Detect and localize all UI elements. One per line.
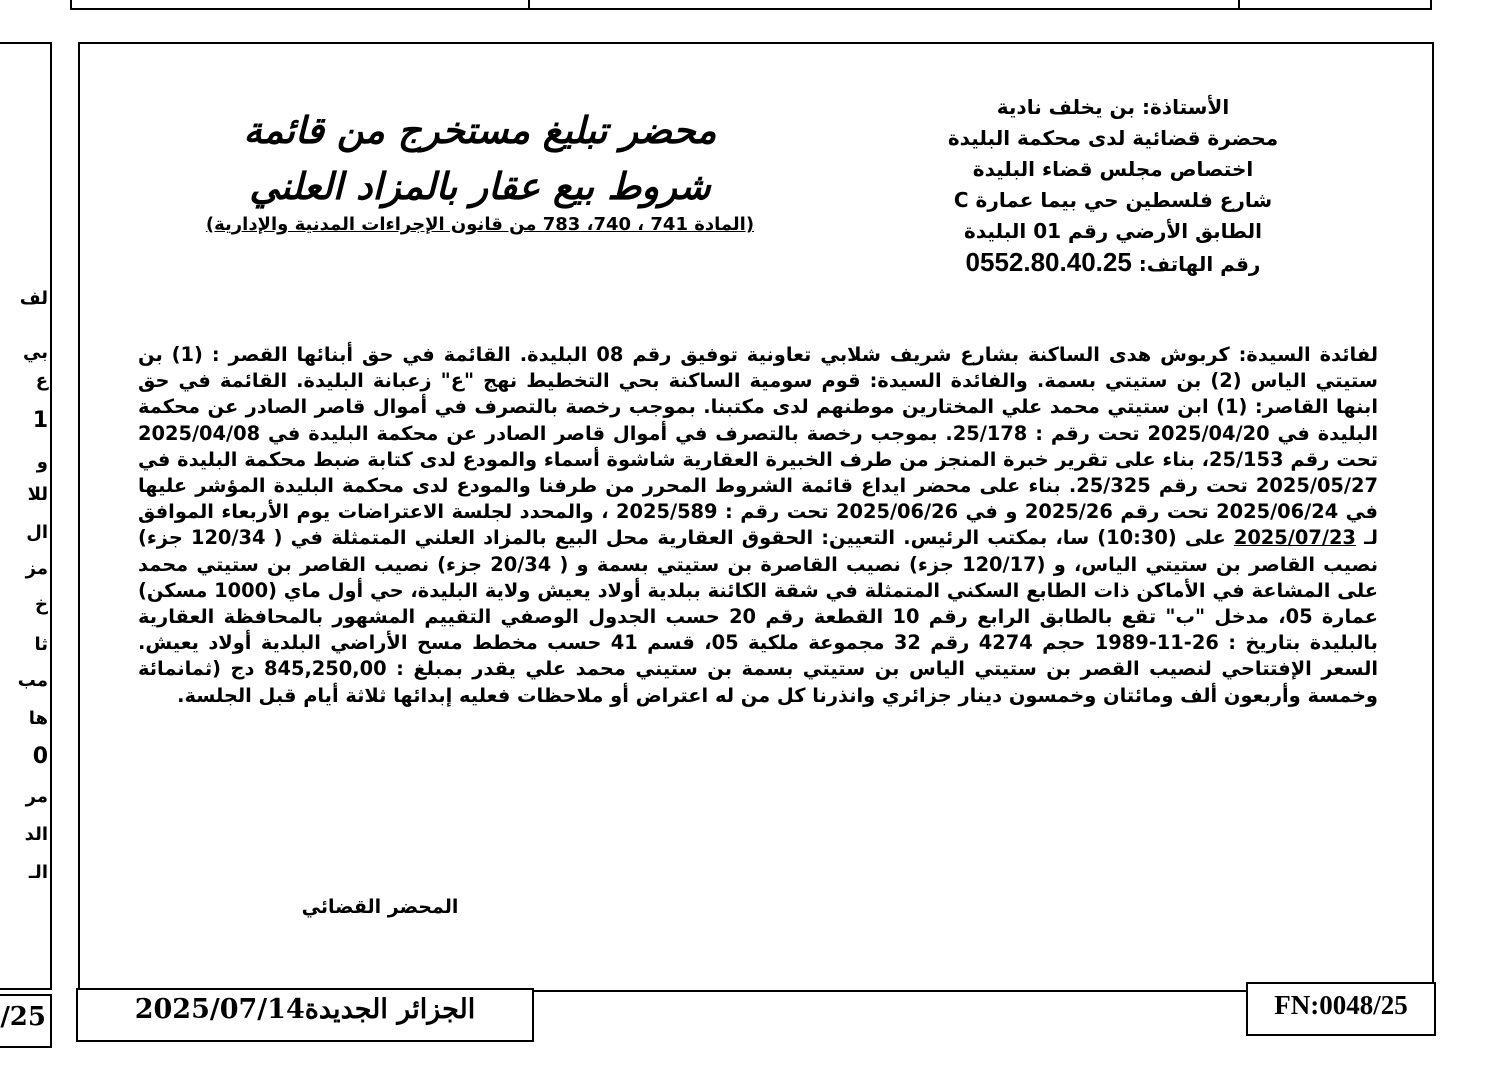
body-part-1: لفائدة السيدة: كربوش هدى الساكنة بشارع شريف شلابي تعاونية توفيق رقم 08 البليدة. القائمة في حق أبنائها القصر : (1) بن ستيتي الياس (2) بن ستيتي بسمة. والفائدة السيدة: قوم سومية الساكنة بحي التخطيط نهج "ع" زعبانة البليدة. القائمة في حق ابنها القاصر: (1) ابن ستيتي محمد علي المختارين موطنهم لدى مكتبنا. بموجب رخصة بالتصرف في أموال قاصر الصادر عن محكمة البليدة في 2025/04/20 تحت رقم : 25/178. بموجب رخصة بالتصرف في أموال قاصر الصادر عن محكمة البليدة في 2025/04/08 تحت رقم 25/153، بناء على تقرير خبرة المنجز من طرف الخبيرة العقارية شاشوة أسماء والمودع لدى كتابة ضبط محكمة البليدة في 2025/05/27 تحت رقم 25/325. بناء على محضر ايداع قائمة الشروط المحرر من طرفنا والمودع لدى محكمة البليدة المؤشر عليها في 2025/06/24 تحت رقم 2025/26 و في 2025/06/26 تحت رقم : 2025/589 ، والمحدد لجلسة الاعتراضات يوم الأربعاء الموافق لـ	[138, 343, 1379, 550]
fragment: ها	[28, 708, 48, 729]
fragment: بي	[23, 342, 48, 363]
bailiff-jurisdiction: اختصاص مجلس قضاء البليدة	[972, 157, 1254, 181]
bailiff-floor: الطابق الأرضي رقم 01 البليدة	[964, 219, 1262, 243]
fragment: ال	[26, 522, 48, 543]
fragment: و	[36, 452, 48, 473]
fragment: ع	[35, 370, 48, 391]
bailiff-address: شارع فلسطين حي بيما عمارة C	[953, 188, 1273, 212]
phone-label: رقم الهاتف:	[1138, 252, 1261, 276]
previous-reference: /25	[0, 1002, 46, 1032]
fragment: للا	[27, 484, 48, 505]
notice-title-line-1: محضر تبليغ مستخرج من قائمة	[243, 108, 717, 152]
fragment: لف	[19, 288, 48, 309]
fragment: مز	[25, 558, 48, 579]
notice-title-block	[160, 102, 800, 235]
adjacent-footer-fragment	[0, 994, 52, 1048]
notice-title-line-2: شروط بيع عقار بالمزاد العلني	[249, 164, 711, 208]
newspaper-footer	[76, 988, 534, 1042]
reference-number: FN:0048/25	[1274, 990, 1408, 1020]
fragment: مب	[17, 670, 48, 691]
hearing-date: 2025/07/23	[1233, 526, 1356, 550]
fragment: 0	[32, 744, 48, 769]
bailiff-name: الأستاذة: بن يخلف نادية	[996, 95, 1230, 119]
legal-articles-subtitle: (المادة 741 ، 740، 783 من قانون الإجراءات المدنية والإدارية)	[205, 214, 755, 235]
phone-line	[928, 247, 1298, 280]
fragment: الد	[24, 824, 48, 845]
fragment: مر	[25, 786, 48, 807]
reference-footer	[1246, 982, 1436, 1036]
phone-number: 0552.80.40.25	[965, 247, 1132, 277]
legal-notice-box	[78, 42, 1434, 992]
previous-ad-box-bottom-edge	[70, 0, 530, 10]
top-divider	[530, 8, 1238, 10]
fragment: 1	[32, 408, 48, 433]
adjacent-column-fragment	[0, 42, 52, 990]
fragment: خ	[35, 594, 48, 615]
fragment: ثا	[34, 634, 48, 655]
fragment: الـ	[28, 862, 48, 883]
notice-body	[138, 342, 1378, 709]
signature: المحضر القضائي	[301, 896, 459, 918]
body-part-2: على (10:30) سا، بمكتب الرئيس. التعيين: الحقوق العقارية محل البيع بالمزاد العلني المتمثلة في ( 120/34 جزء) نصيب القاصر بن ستيتي الياس، و (120/17 جزء) نصيب القاصرة بن ستيتي بسمة و ( 20/34 جزء) نصيب القاصر بن ستيتي محمد على المشاعة في الأماكن ذات الطابع السكني المتمثلة في شقة الكائنة ببلدية أولاد يعيش ولاية البليدة، حي أول ماي (1000 مسكن) عمارة 05، مدخل "ب" تقع بالطابق الرابع رقم 10 القطعة رقم 20 حسب الجدول الوصفي التقييم المشهور بالمحافظة العقارية بالبليدة بتاريخ : 26-11-1989 حجم 4274 رقم 32 مجموعة ملكية 05، قسم 41 حسب مخطط مسح الأراضي البلدية أولاد يعيش. السعر الإفتتاحي لنصيب القصر بن ستيتي الياس بن ستيتي بسمة بن ستيني محمد علي يقدر بمبلغ : 845,250,00 دج (ثمانمائة وخمسة وأربعون ألف ومائتان وخمسون دينار جزائري وانذرنا كل من له اعتراض أو ملاحظات فعليه إبدائها ثلاثة أيام قبل الجلسة.	[138, 526, 1379, 707]
bailiff-header	[928, 92, 1298, 280]
bailiff-title: محضرة قضائية لدى محكمة البليدة	[947, 126, 1279, 150]
previous-ref-box-bottom-edge	[1238, 0, 1432, 10]
newspaper-name-date: الجزائر الجديدة2025/07/14	[134, 994, 476, 1025]
